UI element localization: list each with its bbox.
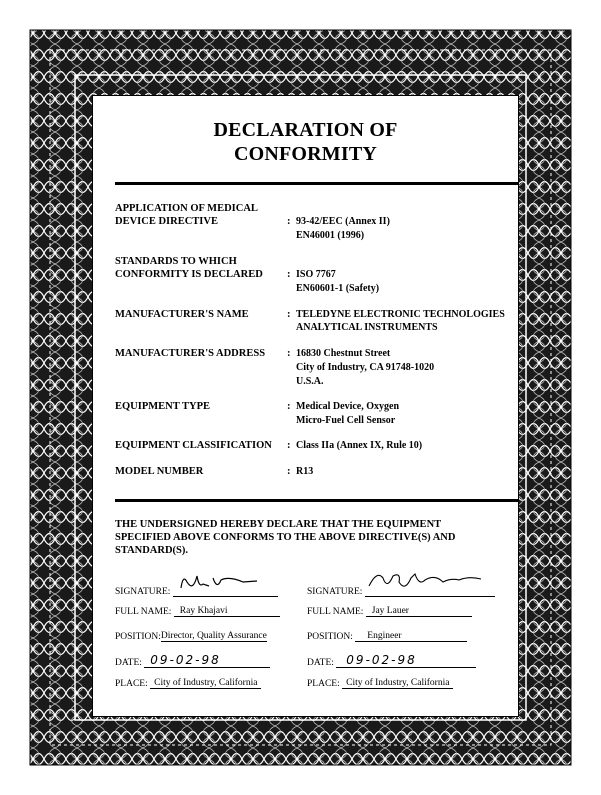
date-label: DATE: [307,658,334,668]
position-label: POSITION: [115,632,161,642]
field-value: EN46001 (1996) [296,230,365,241]
field-value: Medical Device, Oxygen [296,401,400,412]
field-label: DEVICE DIRECTIVE [115,216,218,227]
left-date-row [115,653,270,668]
middle-rule [115,499,518,502]
place-label: PLACE: [115,679,148,689]
colon: : [287,348,291,359]
right-position-row [307,631,467,642]
signature-label: SIGNATURE: [307,587,363,597]
colon: : [287,216,291,227]
certificate-panel [92,95,519,717]
field-value: City of Industry, CA 91748-1020 [296,362,435,373]
title-line-1: DECLARATION OF [213,119,398,141]
left-place-row [115,678,261,689]
field-value: ISO 7767 [296,269,336,280]
colon: : [287,466,291,477]
colon: : [287,440,291,451]
field-label: APPLICATION OF MEDICAL [115,203,258,214]
right-fullname-row [307,606,472,617]
field-value: Class IIa (Annex IX, Rule 10) [296,440,423,451]
full-name-value: Ray Khajavi [174,606,280,617]
left-signature [173,576,278,597]
title-line-2: CONFORMITY [233,143,378,165]
field-label: EQUIPMENT TYPE [115,401,211,412]
date-label: DATE: [115,658,142,668]
date-value: 09-02-98 [144,653,270,668]
field-label: MANUFACTURER'S ADDRESS [115,348,266,359]
signature-scribble [365,568,495,592]
colon: : [287,309,291,320]
full-name-label: FULL NAME: [115,607,172,617]
place-value: City of Industry, California [150,678,261,689]
right-signature-row [307,576,495,597]
field-label: EQUIPMENT CLASSIFICATION [115,440,272,451]
declaration-text: THE UNDERSIGNED HEREBY DECLARE THAT THE EQUIPMENT SPECIFIED ABOVE CONFORMS TO THE ABOVE DIRECTIVE(S) AND STANDARD(S). [115,519,456,556]
right-date-row [307,653,476,668]
place-value: City of Industry, California [342,678,453,689]
full-name-label: FULL NAME: [307,607,364,617]
field-value: R13 [296,466,314,477]
full-name-value: Jay Lauer [366,606,472,617]
field-value: U.S.A. [296,376,324,387]
field-value: EN60601-1 (Safety) [296,283,380,294]
colon: : [287,401,291,412]
colon: : [287,269,291,280]
field-value: ANALYTICAL INSTRUMENTS [296,322,438,333]
top-rule [115,182,518,185]
right-place-row [307,678,453,689]
position-label: POSITION: [307,632,353,642]
signature-label: SIGNATURE: [115,587,171,597]
position-value: Engineer [355,631,467,642]
field-label: CONFORMITY IS DECLARED [115,269,263,280]
place-label: PLACE: [307,679,340,689]
field-value: 16830 Chestnut Street [296,348,391,359]
left-signature-row [115,576,278,597]
field-value: Micro-Fuel Cell Sensor [296,415,396,426]
left-position-row [115,631,267,642]
signature-scribble [173,572,278,594]
right-signature [365,576,495,597]
date-value: 09-02-98 [336,653,476,668]
field-value: TELEDYNE ELECTRONIC TECHNOLOGIES [296,309,505,320]
field-label: MANUFACTURER'S NAME [115,309,249,320]
left-fullname-row [115,606,280,617]
field-value: 93-42/EEC (Annex II) [296,216,390,227]
field-label: STANDARDS TO WHICH [115,256,237,267]
field-label: MODEL NUMBER [115,466,204,477]
position-value: Director, Quality Assurance [160,631,267,641]
